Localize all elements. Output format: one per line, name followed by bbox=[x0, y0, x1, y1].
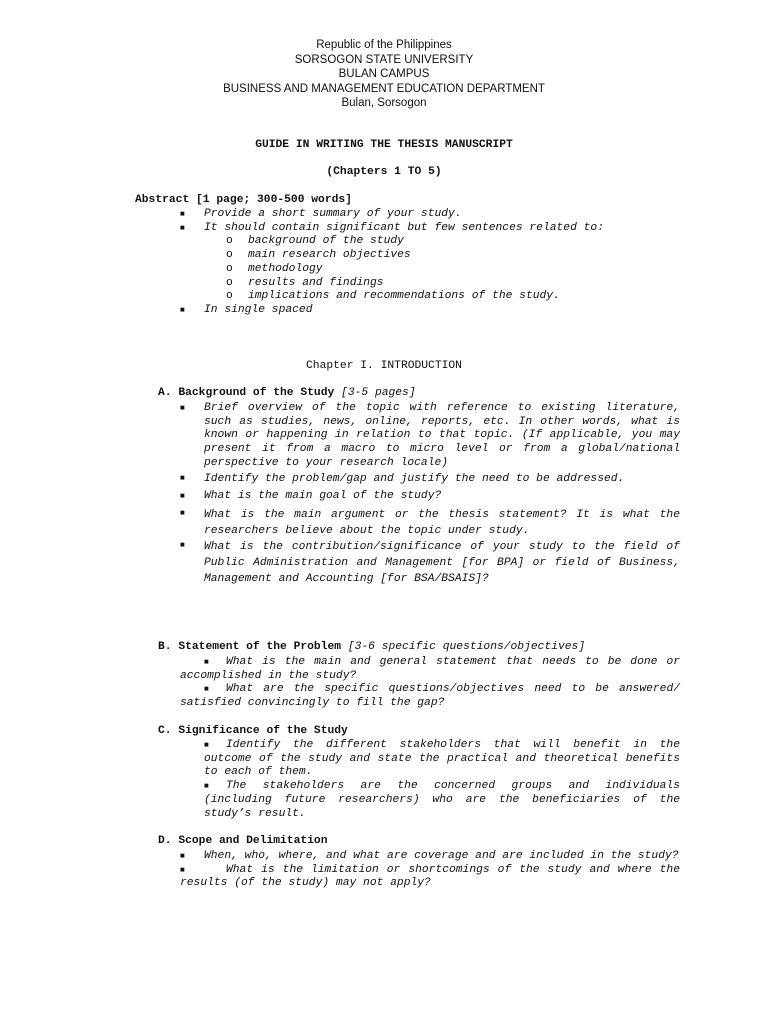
list-item: ■ The stakeholders are the concerned groups and individuals (including future researchers) who are the beneficiaries of the study’s result. bbox=[204, 780, 680, 820]
square-bullet-icon: ■ bbox=[180, 508, 185, 518]
square-bullet-icon: ■ bbox=[180, 540, 185, 550]
circle-bullet-icon: o bbox=[226, 262, 233, 275]
sub-list-item: o main research objectives bbox=[226, 249, 411, 262]
section-a-note: [3-5 pages] bbox=[341, 387, 416, 399]
sub-list-item: o implications and recommendations of the study. bbox=[226, 290, 560, 303]
chapter-heading: Chapter I. INTRODUCTION bbox=[306, 360, 462, 372]
abstract-bullet-2: It should contain significant but few sentences related to: bbox=[204, 221, 604, 234]
square-bullet-icon: ■ bbox=[204, 741, 209, 750]
square-bullet-icon: ■ bbox=[180, 223, 185, 233]
abstract-bullet-3: In single spaced bbox=[204, 303, 313, 316]
square-bullet-icon: ■ bbox=[180, 852, 185, 861]
section-a-list bbox=[180, 402, 680, 587]
list-item: ■ What is the limitation or shortcomings of the study and where the results (of the study) may not apply? bbox=[180, 863, 680, 890]
header-country: Republic of the Philippines bbox=[316, 39, 452, 51]
sub-list-item: o background of the study bbox=[226, 235, 404, 248]
section-b-note: [3-6 specific questions/objectives] bbox=[347, 641, 586, 653]
list-item: ■ When, who, where, and what are coverage and are included in the study? bbox=[180, 850, 679, 862]
abstract-bullet-1: Provide a short summary of your study. bbox=[204, 208, 462, 220]
section-c-heading bbox=[158, 725, 348, 739]
header-location: Bulan, Sorsogon bbox=[341, 97, 427, 109]
header-department: BUSINESS AND MANAGEMENT EDUCATION DEPARTMENT bbox=[223, 82, 545, 95]
square-bullet-icon: ■ bbox=[180, 865, 185, 875]
square-bullet-icon: ■ bbox=[204, 685, 209, 695]
section-b-heading bbox=[158, 641, 585, 655]
list-item: ■ Brief overview of the topic with reference to existing literature, such as studies, news, online, reports, etc. In other words, what is known or happening in relation to that topic. (If applicable, you may present it from a macro to micro level or from a global/national perspective to your research locale) bbox=[180, 402, 680, 469]
abstract-heading: Abstract [1 page; 300-500 words] bbox=[135, 194, 352, 206]
list-item bbox=[180, 222, 680, 236]
document-title: GUIDE IN WRITING THE THESIS MANUSCRIPT bbox=[255, 139, 513, 151]
square-bullet-icon: ■ bbox=[204, 658, 209, 667]
square-bullet-icon: ■ bbox=[180, 210, 185, 219]
section-b-list bbox=[180, 656, 680, 711]
section-a-title: A. Background of the Study bbox=[158, 387, 335, 399]
list-item: ■ Identify the different stakeholders that will benefit in the outcome of the study and state the practical and theoretical benefits to each of them. bbox=[204, 739, 680, 779]
list-item bbox=[180, 208, 680, 222]
circle-bullet-icon: o bbox=[226, 276, 233, 289]
section-d-heading bbox=[158, 835, 327, 849]
square-bullet-icon: ■ bbox=[180, 404, 185, 413]
square-bullet-icon: ■ bbox=[180, 305, 185, 315]
document-header bbox=[0, 38, 768, 111]
section-b-title: B. Statement of the Problem bbox=[158, 641, 342, 653]
sub-list-item: o methodology bbox=[226, 262, 323, 275]
circle-bullet-icon: o bbox=[226, 290, 233, 303]
section-a-heading bbox=[158, 387, 416, 401]
header-campus: BULAN CAMPUS bbox=[338, 68, 430, 80]
list-item bbox=[180, 304, 680, 318]
section-d-title: D. Scope and Delimitation bbox=[158, 835, 328, 847]
sub-list-item: o results and findings bbox=[226, 276, 384, 289]
header-university: SORSOGON STATE UNIVERSITY bbox=[294, 53, 474, 66]
square-bullet-icon: ■ bbox=[180, 492, 185, 502]
list-item: ■ What is the main argument or the thesis statement? It is what the researchers believe about the topic under study. bbox=[180, 508, 680, 537]
square-bullet-icon: ■ bbox=[180, 473, 185, 483]
list-item: ■ What is the main and general statement that needs to be done or accomplished in the study? bbox=[180, 656, 680, 682]
circle-bullet-icon: o bbox=[226, 249, 233, 262]
list-item: ■ What is the main goal of the study? bbox=[180, 490, 442, 503]
abstract-sub-list bbox=[226, 235, 680, 304]
square-bullet-icon: ■ bbox=[204, 782, 209, 792]
abstract-list bbox=[180, 208, 680, 318]
list-item: ■ Identify the problem/gap and justify the need to be addressed. bbox=[180, 472, 625, 485]
circle-bullet-icon: o bbox=[226, 235, 233, 248]
list-item: ■ What are the specific questions/objectives need to be answered/ satisfied convincingly to fill the gap? bbox=[180, 683, 680, 710]
section-c-title: C. Significance of the Study bbox=[158, 725, 348, 737]
document-subtitle: (Chapters 1 TO 5) bbox=[326, 166, 442, 178]
section-d-list bbox=[180, 850, 680, 891]
section-c-list bbox=[204, 739, 680, 821]
list-item: ■ What is the contribution/significance of your study to the field of Public Administration and Management [for BPA] or field of Business, Management and Accounting [for BSA/BSAIS]? bbox=[180, 540, 680, 585]
